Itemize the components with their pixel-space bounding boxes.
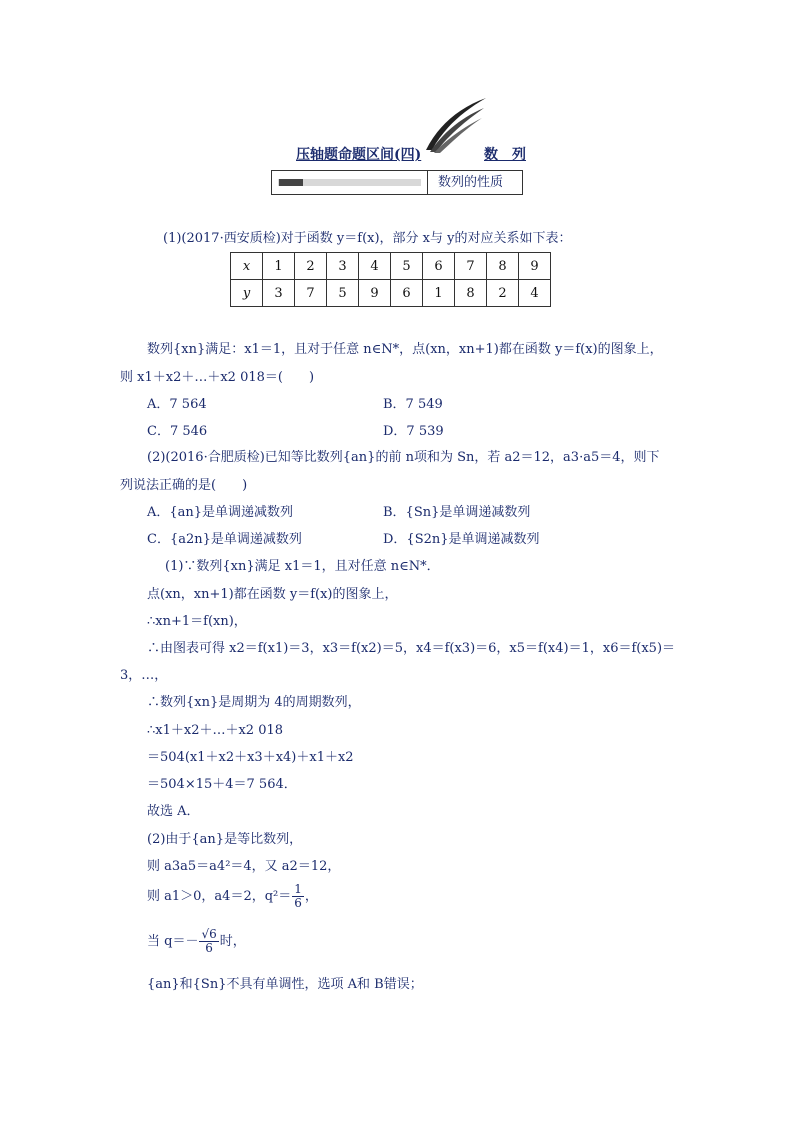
- solution-text: 时，: [219, 934, 246, 949]
- table-cell: 1: [263, 253, 295, 280]
- table-cell: 5: [327, 280, 359, 307]
- q2-condition: (2)(2016·合肥质检)已知等比数列{an}的前 n项和为 Sn，若 a2＝12，a3·a5＝4，则下: [147, 450, 660, 465]
- function-table: [230, 252, 551, 307]
- solution-line: ∴数列{xn}是周期为 4的周期数列，: [147, 695, 361, 710]
- table-cell: 2: [487, 280, 519, 307]
- table-cell: 4: [519, 280, 551, 307]
- solution-text: ，: [304, 889, 318, 904]
- page-title: 压轴题命题区间(四): [296, 147, 422, 163]
- solution-text: 当 q＝－: [147, 934, 199, 949]
- section-tag-label: 数列的性质: [438, 175, 504, 190]
- table-header-x: x: [231, 253, 263, 280]
- fraction-numerator: 1: [294, 882, 302, 896]
- table-cell: 7: [455, 253, 487, 280]
- q2-option-a: A．{an}是单调递减数列: [147, 505, 294, 520]
- section-tag: [271, 170, 523, 195]
- brush-stroke-logo: [424, 96, 488, 154]
- solution-line-when: [147, 928, 246, 955]
- q1-option-b: B．7 549: [383, 397, 443, 412]
- table-row-y: [231, 280, 551, 307]
- q2-question: 列说法正确的是( ): [120, 478, 248, 493]
- fraction: [199, 928, 218, 955]
- table-cell: 8: [487, 253, 519, 280]
- section-tag-bar: [272, 171, 428, 194]
- solution-line-q: [147, 883, 318, 910]
- table-cell: 4: [359, 253, 391, 280]
- q1-intro: (1)(2017·西安质检)对于函数 y＝f(x)，部分 x与 y的对应关系如下表：: [163, 231, 572, 246]
- solution-line: {an}和{Sn}不具有单调性，选项 A和 B错误；: [147, 977, 423, 992]
- q2-option-c: C．{a2n}是单调递减数列: [147, 532, 302, 547]
- table-cell: 7: [295, 280, 327, 307]
- table-cell: 9: [519, 253, 551, 280]
- table-cell: 2: [295, 253, 327, 280]
- q1-option-a: A．7 564: [147, 397, 207, 412]
- solution-line: 则 a3a5＝a4²＝4，又 a2＝12，: [147, 859, 341, 874]
- solution-line: (1)∵数列{xn}满足 x1＝1，且对任意 n∈N*．: [165, 559, 440, 574]
- page-title-topic: 数 列: [484, 147, 526, 163]
- fraction: [292, 883, 304, 910]
- solution-line: 故选 A．: [147, 804, 200, 819]
- table-cell: 1: [423, 280, 455, 307]
- table-row-x: [231, 253, 551, 280]
- q1-option-d: D．7 539: [383, 424, 444, 439]
- table-cell: 8: [455, 280, 487, 307]
- solution-line: ＝504×15＋4＝7 564．: [147, 777, 297, 792]
- table-cell: 3: [327, 253, 359, 280]
- table-cell: 5: [391, 253, 423, 280]
- table-cell: 6: [391, 280, 423, 307]
- solution-line: ＝504(x1＋x2＋x3＋x4)＋x1＋x2: [147, 750, 354, 765]
- fraction-denominator: 6: [294, 896, 302, 910]
- table-cell: 9: [359, 280, 391, 307]
- solution-line: ∴xn+1＝f(xn)，: [147, 614, 247, 629]
- solution-line: (2)由于{an}是等比数列，: [147, 832, 303, 847]
- q1-option-c: C．7 546: [147, 424, 208, 439]
- fraction-numerator: √6: [201, 927, 217, 941]
- table-cell: 3: [263, 280, 295, 307]
- solution-line: 3，…，: [120, 668, 168, 683]
- table-cell: 6: [423, 253, 455, 280]
- q1-question: 则 x1＋x2＋…＋x2 018＝( ): [120, 370, 315, 385]
- fraction-denominator: 6: [205, 941, 213, 955]
- q2-option-d: D．{S2n}是单调递减数列: [383, 532, 540, 547]
- solution-line: 点(xn，xn+1)都在函数 y＝f(x)的图象上，: [147, 587, 398, 602]
- q2-option-b: B．{Sn}是单调递减数列: [383, 505, 531, 520]
- q1-condition: 数列{xn}满足：x1＝1，且对于任意 n∈N*，点(xn，xn+1)都在函数 y＝f(x)的图象上，: [147, 342, 663, 357]
- solution-line: ∴由图表可得 x2＝f(x1)＝3，x3＝f(x2)＝5，x4＝f(x3)＝6，x5＝f(x4)＝1，x6＝f(x5)＝: [147, 641, 676, 656]
- solution-text: 则 a1＞0，a4＝2，q²＝: [147, 889, 292, 904]
- table-header-y: y: [231, 280, 263, 307]
- solution-line: ∴x1＋x2＋…＋x2 018: [147, 723, 284, 738]
